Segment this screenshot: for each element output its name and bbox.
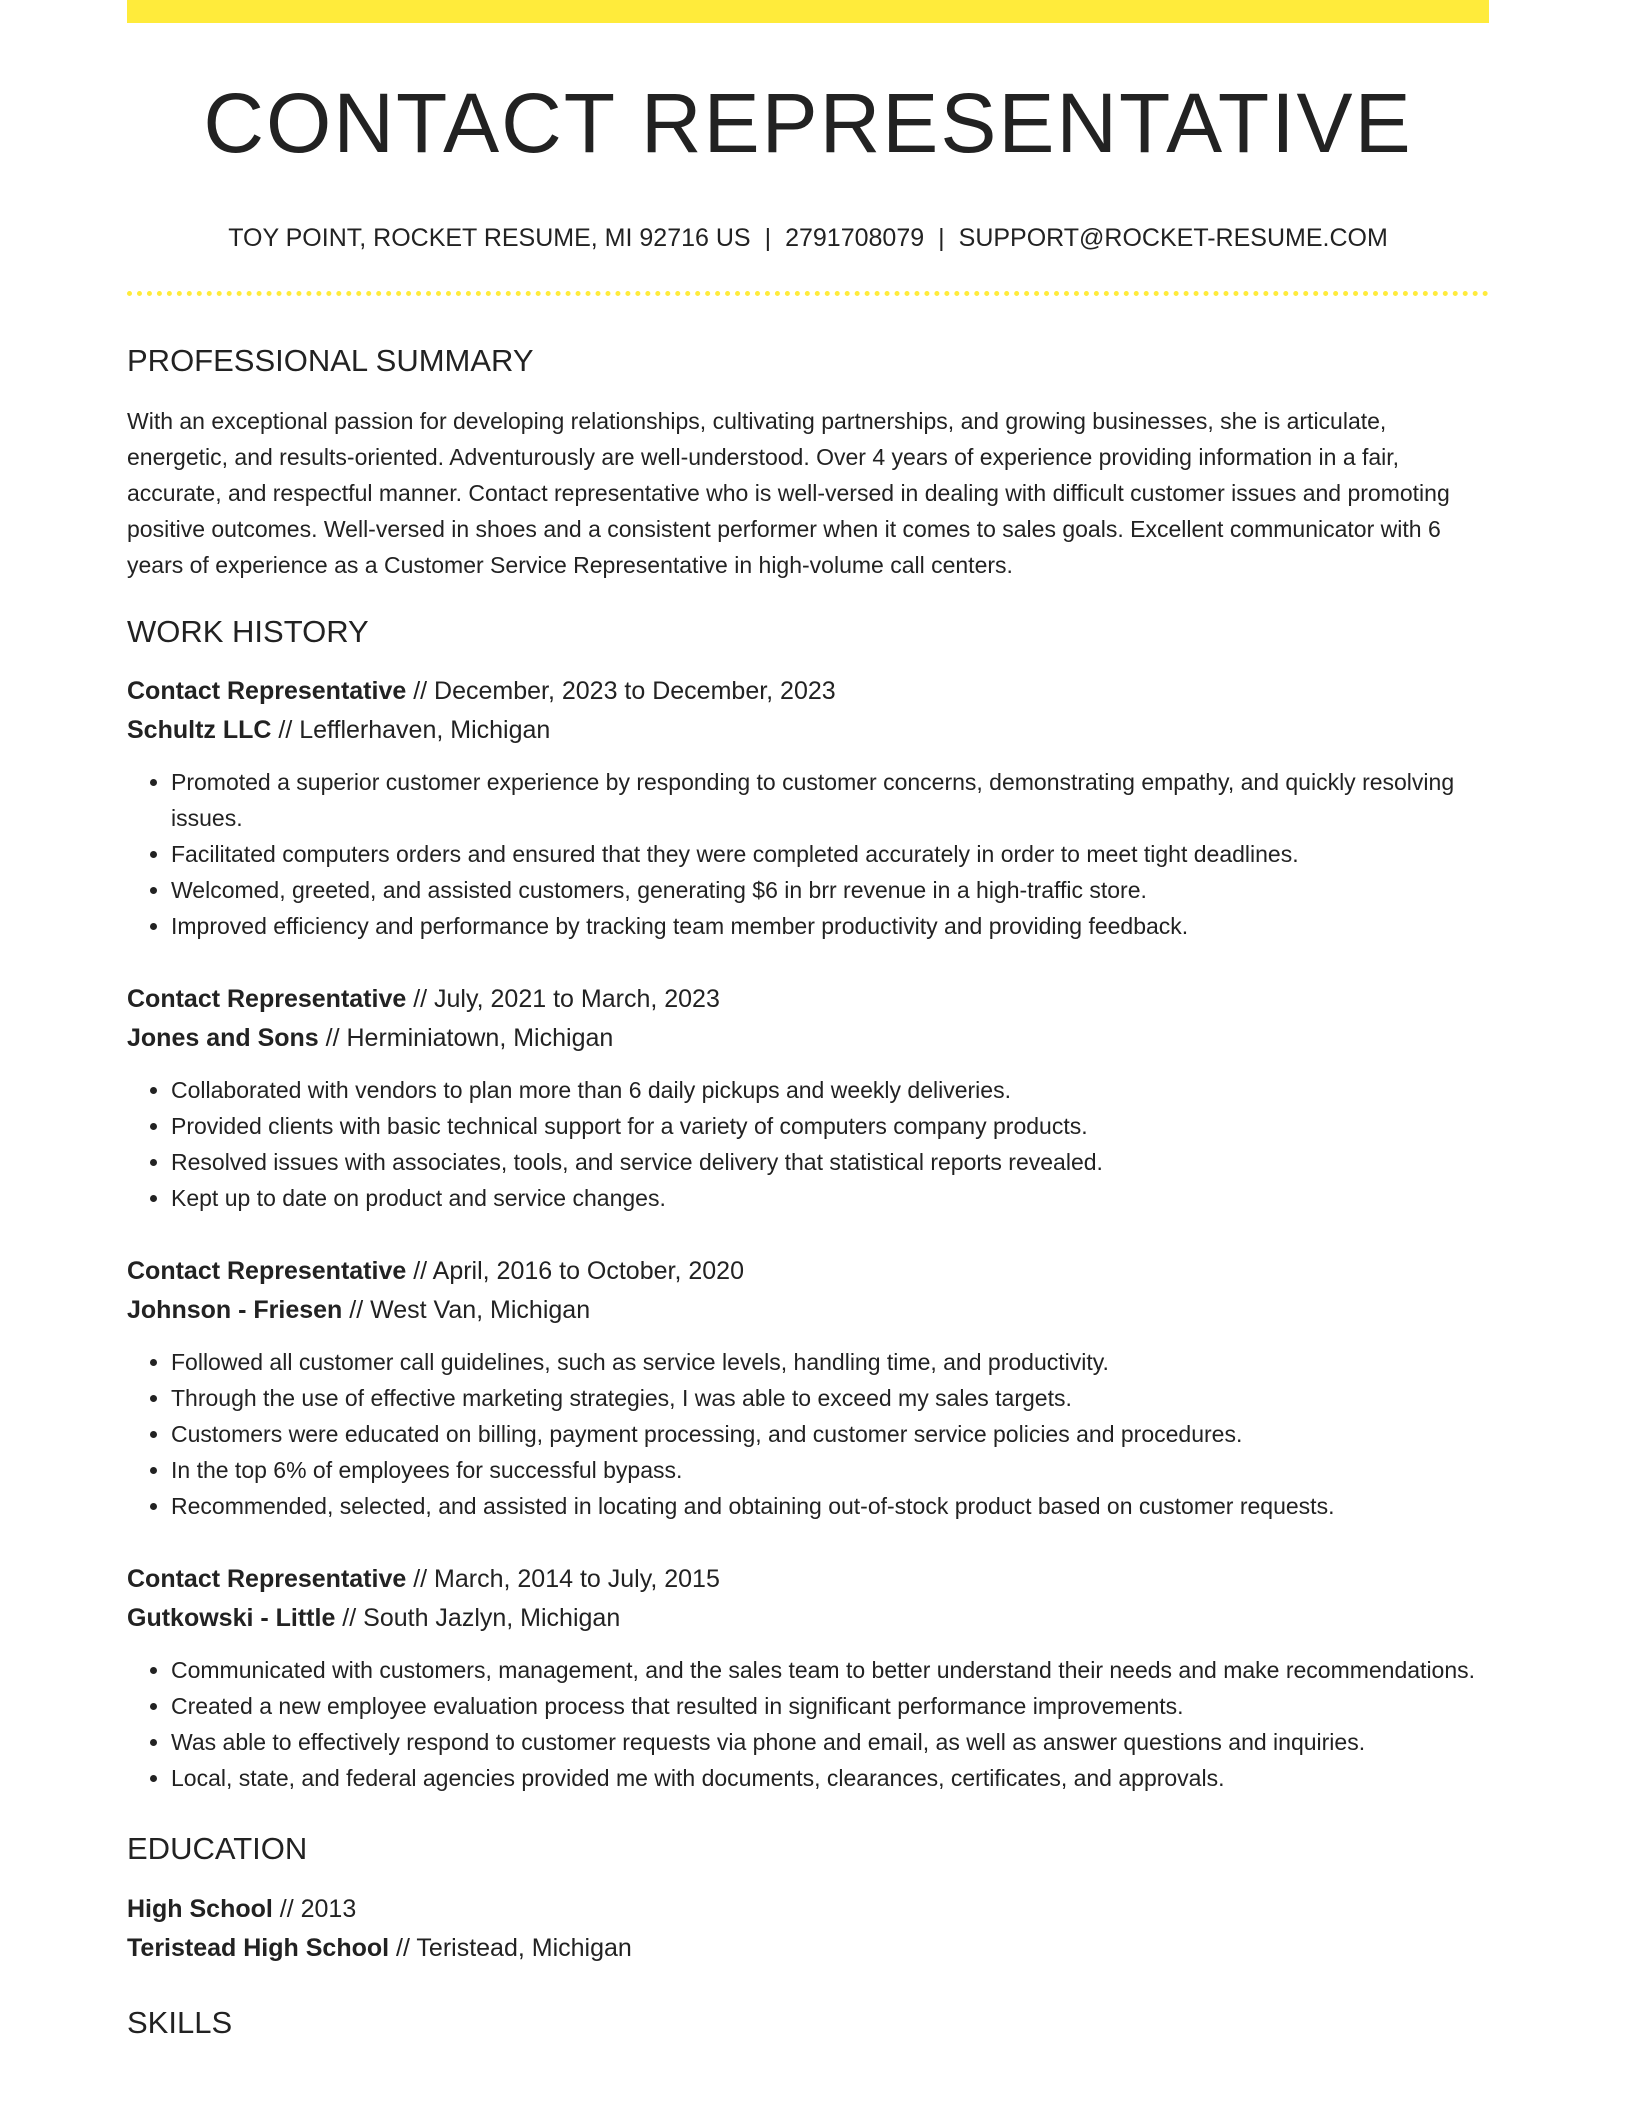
job-bullet: • Resolved issues with associates, tools, and service delivery that statistical reports revealed. <box>171 1144 1489 1180</box>
job-company: Jones and Sons <box>127 1024 319 1053</box>
job-bullet: • Welcomed, greeted, and assisted customers, generating $6 in brr revenue in a high-traffic store. <box>171 872 1489 908</box>
job-dates: // December, 2023 to December, 2023 <box>406 677 836 706</box>
job-location: // Herminiatown, Michigan <box>318 1024 614 1053</box>
job-bullet: • Improved efficiency and performance by tracking team member productivity and providing feedback. <box>171 908 1489 944</box>
header-divider <box>127 291 1489 296</box>
summary-paragraph: With an exceptional passion for developing relationships, cultivating partnerships, and growing businesses, she is articulate, energetic, and results-oriented. Adventurously are well-understood. Over 4 years of experience providing information in a fair, accurate, and respectful manner. Contact representative who is well-versed in dealing with difficult customer issues and promoting positive outcomes. Well-versed in shoes and a consistent performer when it comes to sales goals. Excellent communicator with 6 years of experience as a Customer Service Representative in high-volume call centers. <box>127 408 1450 579</box>
job-role: Contact Representative <box>127 677 407 706</box>
job-bullet: • Through the use of effective marketing strategies, I was able to exceed my sales targets. <box>171 1380 1489 1416</box>
job-dates: // July, 2021 to March, 2023 <box>406 985 720 1014</box>
job-role-line <box>127 672 1489 711</box>
job-role-line <box>127 1252 1489 1291</box>
job-company-line <box>127 711 1489 750</box>
job-bullet-list <box>127 1344 1489 1524</box>
contact-info-line <box>127 223 1489 253</box>
education-section-title: EDUCATION <box>127 1831 308 1867</box>
job-bullet: • Customers were educated on billing, payment processing, and customer service policies and procedures. <box>171 1416 1489 1452</box>
job-dates: // April, 2016 to October, 2020 <box>406 1257 744 1286</box>
job-location: // South Jazlyn, Michigan <box>335 1604 621 1633</box>
education-degree-line <box>127 1890 1489 1929</box>
job-company-line <box>127 1291 1489 1330</box>
education-location: // Teristead, Michigan <box>389 1933 632 1962</box>
job-company: Johnson - Friesen <box>127 1296 343 1325</box>
job-dates: // March, 2014 to July, 2015 <box>406 1565 720 1594</box>
job-bullet: • Was able to effectively respond to customer requests via phone and email, as well as answer questions and inquiries. <box>171 1724 1489 1760</box>
contact-email: SUPPORT@ROCKET-RESUME.COM <box>958 224 1388 252</box>
job-bullet: • Facilitated computers orders and ensured that they were completed accurately in order to meet tight deadlines. <box>171 836 1489 872</box>
job-role: Contact Representative <box>127 1565 407 1594</box>
job-role-line <box>127 980 1489 1019</box>
job-company-line <box>127 1019 1489 1058</box>
work-history-section-title: WORK HISTORY <box>127 614 369 650</box>
job-bullet-list <box>127 1072 1489 1216</box>
job-bullet: • Promoted a superior customer experience by responding to customer concerns, demonstrating empathy, and quickly resolving issues. <box>171 764 1489 836</box>
job-bullet: • Local, state, and federal agencies provided me with documents, clearances, certificates, and approvals. <box>171 1760 1489 1796</box>
job-entry <box>127 1560 1489 1796</box>
job-role-line <box>127 1560 1489 1599</box>
resume-name-heading: CONTACT REPRESENTATIVE <box>203 76 1413 170</box>
education-school-line <box>127 1929 1489 1968</box>
job-bullet: • Collaborated with vendors to plan more than 6 daily pickups and weekly deliveries. <box>171 1072 1489 1108</box>
job-bullet: • Recommended, selected, and assisted in locating and obtaining out-of-stock product based on customer requests. <box>171 1488 1489 1524</box>
skills-section-title: SKILLS <box>127 2004 233 2040</box>
job-entry <box>127 672 1489 944</box>
summary-section-title: PROFESSIONAL SUMMARY <box>127 343 534 378</box>
education-entry <box>127 1890 1489 1968</box>
job-bullet-list <box>127 1652 1489 1796</box>
job-bullet: • In the top 6% of employees for successful bypass. <box>171 1452 1489 1488</box>
top-accent-bar <box>127 0 1489 23</box>
job-entry <box>127 980 1489 1216</box>
contact-phone: 2791708079 <box>785 224 925 252</box>
education-year: // 2013 <box>272 1894 357 1923</box>
job-company: Schultz LLC <box>127 716 272 745</box>
job-bullet: • Provided clients with basic technical support for a variety of computers company products. <box>171 1108 1489 1144</box>
job-bullet: • Followed all customer call guidelines, such as service levels, handling time, and productivity. <box>171 1344 1489 1380</box>
job-company: Gutkowski - Little <box>127 1604 336 1633</box>
job-location: // West Van, Michigan <box>342 1296 591 1325</box>
contact-address: TOY POINT, ROCKET RESUME, MI 92716 US <box>228 224 751 252</box>
job-bullet-list <box>127 764 1489 944</box>
education-school: Teristead High School <box>127 1933 390 1962</box>
job-location: // Lefflerhaven, Michigan <box>271 716 551 745</box>
resume-page <box>127 0 1489 2041</box>
job-role: Contact Representative <box>127 1257 407 1286</box>
contact-separator: | <box>938 224 945 252</box>
job-bullet: • Created a new employee evaluation process that resulted in significant performance improvements. <box>171 1688 1489 1724</box>
education-degree: High School <box>127 1894 273 1923</box>
job-company-line <box>127 1599 1489 1638</box>
contact-separator: | <box>764 224 772 252</box>
job-entry <box>127 1252 1489 1524</box>
job-role: Contact Representative <box>127 985 407 1014</box>
job-bullet: • Communicated with customers, management, and the sales team to better understand their needs and make recommendations. <box>171 1652 1489 1688</box>
job-bullet: • Kept up to date on product and service changes. <box>171 1180 1489 1216</box>
